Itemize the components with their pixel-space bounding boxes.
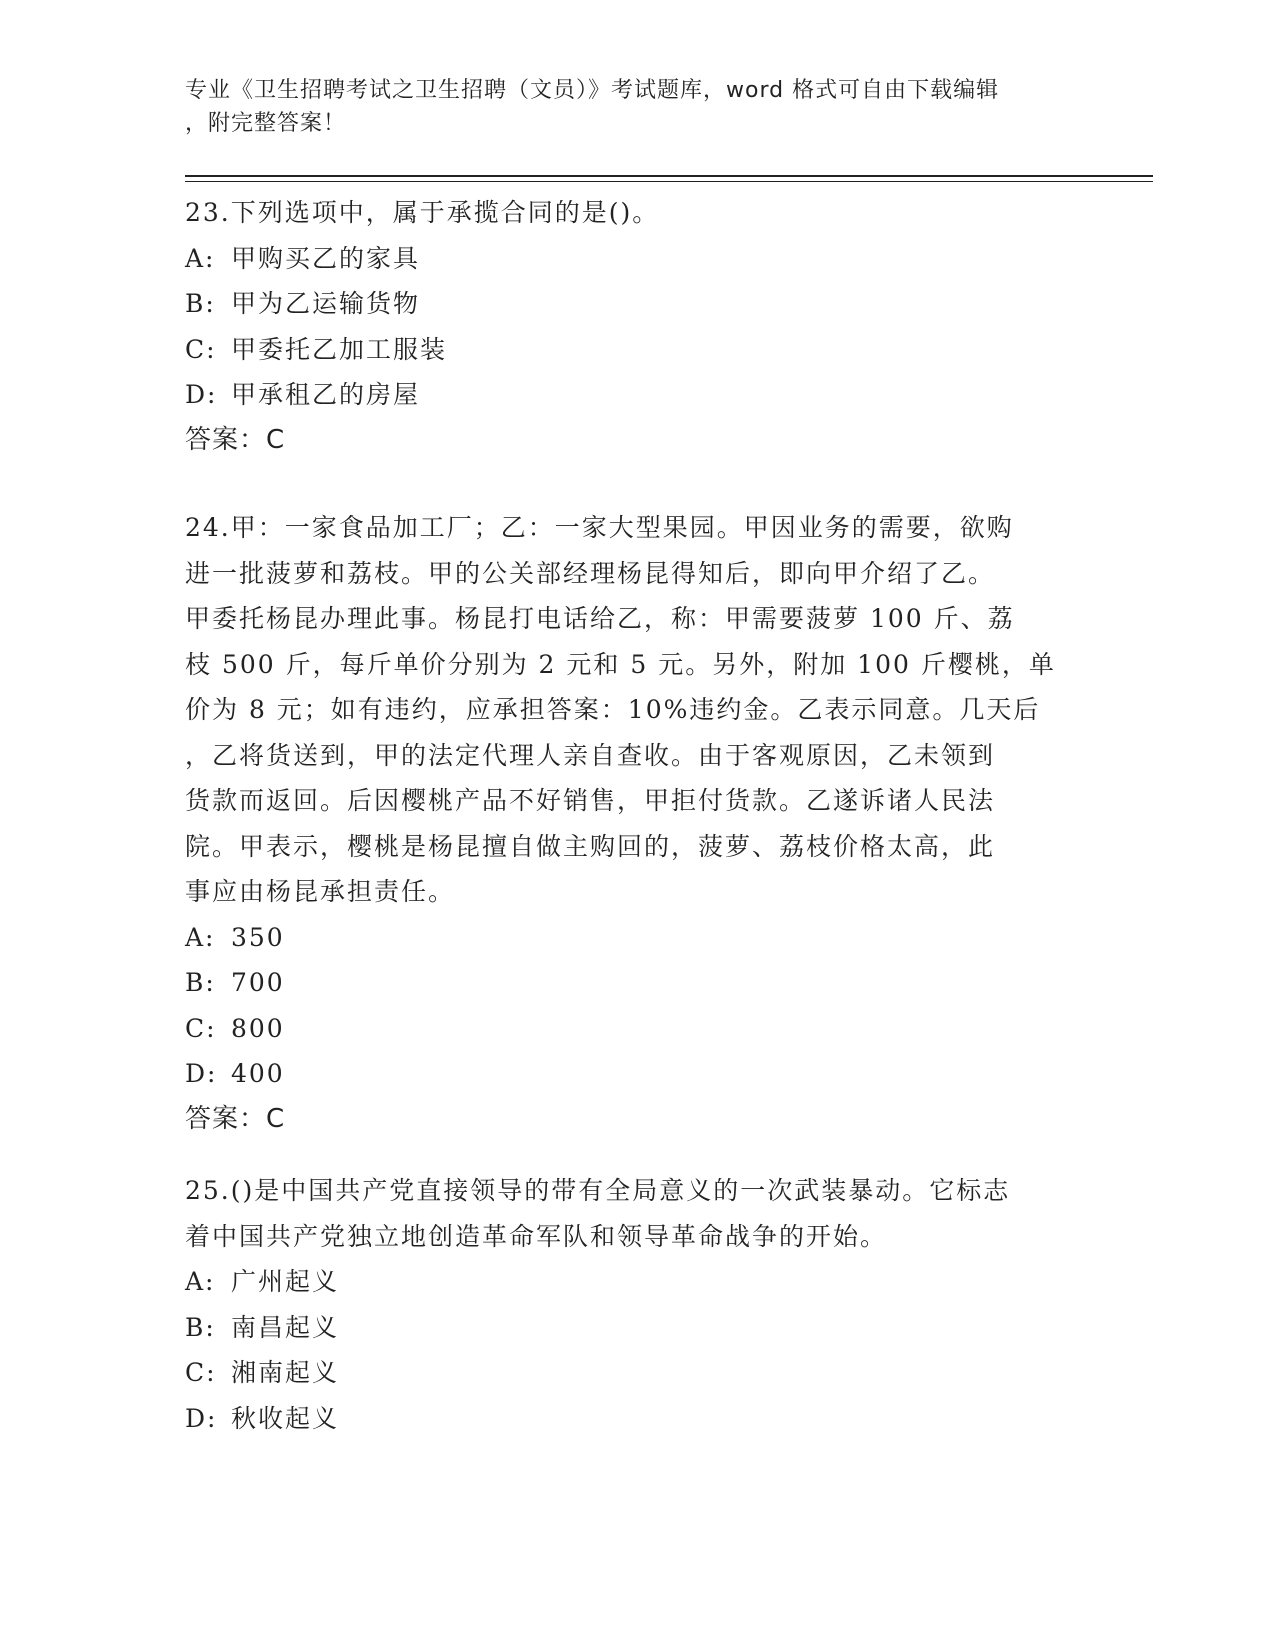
option-text: 秋收起义 — [231, 1403, 340, 1433]
question-line: 货款而返回。后因樱桃产品不好销售，甲拒付货款。乙遂诉诸人民法 — [185, 786, 996, 815]
option-b — [185, 960, 1065, 1006]
question-line: 24.甲：一家食品加工厂；乙：一家大型果园。甲因业务的需要，欲购 — [185, 513, 1014, 542]
option-letter: D: — [185, 1403, 218, 1433]
question-stem — [185, 190, 1065, 236]
option-d — [185, 1051, 1065, 1097]
option-b — [185, 281, 1065, 327]
option-letter: D: — [185, 1059, 218, 1088]
answer-line: 答案：C — [185, 424, 286, 455]
question-stem — [185, 505, 1065, 915]
question-line: ，乙将货送到，甲的法定代理人亲自查收。由于客观原因，乙未领到 — [185, 740, 996, 770]
option-text: 甲购买乙的家具 — [231, 243, 421, 273]
option-letter: D: — [185, 380, 218, 409]
question-line: 事应由杨昆承担责任。 — [185, 877, 456, 906]
header-line-2: ，附完整答案！ — [185, 111, 347, 136]
option-c — [185, 1006, 1065, 1052]
question-stem — [185, 1168, 1065, 1259]
question-line: 甲委托杨昆办理此事。杨昆打电话给乙，称：甲需要菠萝 100 斤、荔 — [185, 604, 1015, 633]
option-d — [185, 1396, 1065, 1442]
option-text: 南昌起义 — [231, 1312, 340, 1342]
question-24 — [185, 505, 1065, 1142]
question-25 — [185, 1168, 1065, 1441]
answer-line: 答案：C — [185, 1103, 286, 1134]
option-letter: B: — [185, 289, 216, 318]
header-divider-thick — [185, 175, 1153, 177]
question-23 — [185, 190, 1065, 463]
option-text: 甲委托乙加工服装 — [231, 334, 448, 364]
option-letter: C: — [185, 334, 217, 364]
option-text: 400 — [231, 1059, 285, 1088]
option-a — [185, 915, 1065, 961]
option-letter: B: — [185, 1312, 216, 1342]
option-letter: C: — [185, 1013, 217, 1043]
option-c — [185, 327, 1065, 373]
question-line: 25.()是中国共产党直接领导的带有全局意义的一次武装暴动。它标志 — [185, 1176, 1011, 1205]
question-line: 着中国共产党独立地创造革命军队和领导革命战争的开始。 — [185, 1221, 888, 1251]
option-c — [185, 1350, 1065, 1396]
document-header — [185, 74, 1065, 140]
option-letter: C: — [185, 1358, 217, 1387]
option-text: 800 — [231, 1013, 285, 1043]
question-line: 进一批菠萝和荔枝。甲的公关部经理杨昆得知后，即向甲介绍了乙。 — [185, 558, 996, 588]
question-line: 23.下列选项中，属于承揽合同的是()。 — [185, 198, 660, 227]
option-letter: A: — [185, 922, 216, 952]
option-a — [185, 1259, 1065, 1305]
question-line: 枝 500 斤，每斤单价分别为 2 元和 5 元。另外，附加 100 斤樱桃，单 — [185, 649, 1056, 679]
option-text: 700 — [231, 968, 285, 997]
question-line: 院。甲表示，樱桃是杨昆擅自做主购回的，菠萝、荔枝价格太高，此 — [185, 831, 996, 861]
option-letter: A: — [185, 243, 216, 273]
option-text: 湘南起义 — [231, 1358, 340, 1387]
option-letter: B: — [185, 968, 216, 997]
option-text: 甲承租乙的房屋 — [231, 380, 421, 409]
option-b — [185, 1305, 1065, 1351]
option-d — [185, 372, 1065, 418]
option-a — [185, 236, 1065, 282]
option-text: 甲为乙运输货物 — [231, 289, 421, 318]
option-letter: A: — [185, 1267, 216, 1296]
option-text: 350 — [231, 922, 285, 952]
option-text: 广州起义 — [231, 1267, 340, 1296]
question-line: 价为 8 元；如有违约，应承担答案：10%违约金。乙表示同意。几天后 — [185, 695, 1041, 724]
header-divider-thin — [185, 181, 1153, 182]
header-line-1: 专业《卫生招聘考试之卫生招聘（文员）》考试题库，word 格式可自由下载编辑 — [185, 78, 1000, 103]
